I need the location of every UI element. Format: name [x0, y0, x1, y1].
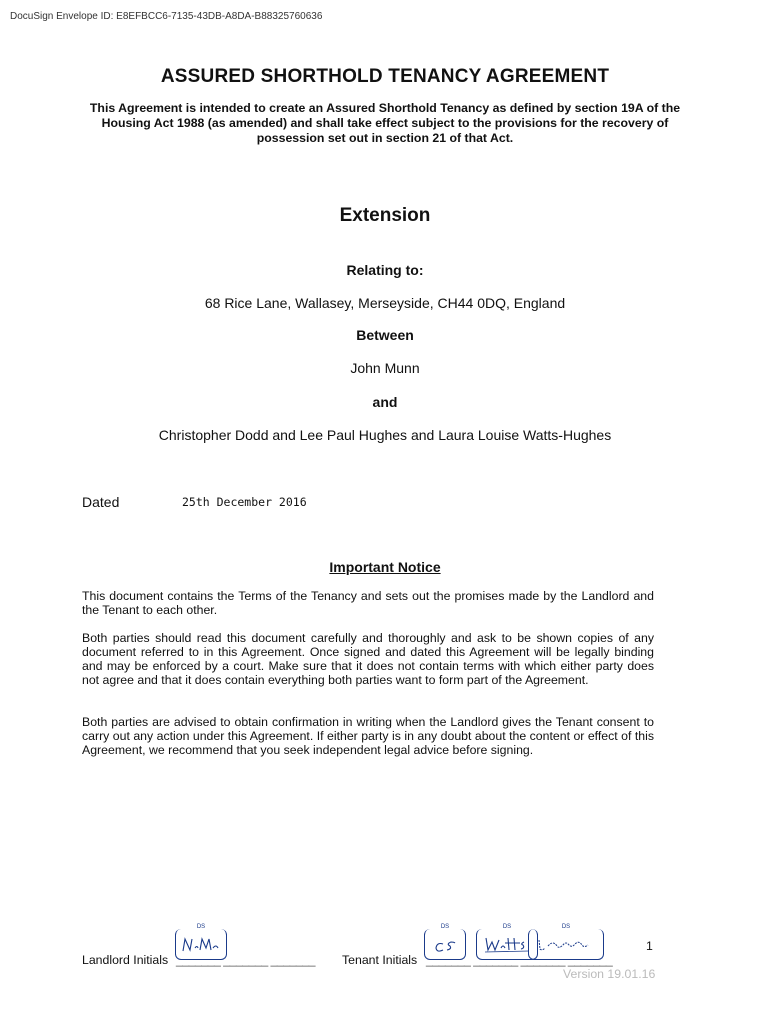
document-title: ASSURED SHORTHOLD TENANCY AGREEMENT	[160, 66, 610, 87]
landlord-initials-label: Landlord Initials	[82, 953, 169, 967]
tenant-names: Christopher Dodd and Lee Paul Hughes and Laura Louise Watts-Hughes	[158, 427, 612, 443]
version-label: Version 19.01.16	[563, 967, 656, 981]
notice-paragraph-2: Both parties should read this document carefully and thoroughly and ask to be shown copies of any document referred to in this Agreement. Once signed and dated this Agreement will be legally binding and may be enforced by a court. Make sure that it does not contain terms with which either party does not agree and that it does contain everything both parties want to form part of the Agreement.	[82, 631, 654, 687]
and-label: and	[372, 394, 398, 410]
property-address: 68 Rice Lane, Wallasey, Merseyside, CH44 0DQ, England	[204, 295, 566, 311]
docusign-tag: DS	[196, 924, 206, 930]
dated-label: Dated	[82, 494, 120, 510]
relating-to-label: Relating to:	[346, 262, 424, 278]
docusign-tag: DS	[440, 924, 450, 930]
important-notice-heading: Important Notice	[329, 559, 441, 575]
notice-paragraph-1: This document contains the Terms of the Tenancy and sets out the promises made by the Landlord and the Tenant to each other.	[82, 589, 654, 617]
document-type-heading: Extension	[339, 205, 431, 226]
docusign-tag: DS	[502, 924, 512, 930]
landlord-name: John Munn	[350, 360, 420, 376]
docusign-tag: DS	[561, 924, 571, 930]
landlord-initials-lines: _______ _______ _______	[176, 953, 315, 967]
docusign-envelope-id: DocuSign Envelope ID: E8EFBCC6-7135-43DB-A8DA-B88325760636	[10, 11, 323, 22]
tenant-initials-lines: _______ _______ _______ _______	[426, 953, 613, 967]
page-number: 1	[646, 939, 653, 953]
dated-value: 25th December 2016	[182, 495, 307, 509]
tenant-initials-label: Tenant Initials	[342, 953, 418, 967]
notice-paragraph-3: Both parties are advised to obtain confirmation in writing when the Landlord gives the Tenant consent to carry out any action under this Agreement. If either party is in any doubt about the content or effect of this Agreement, we recommend that you seek independent legal advice before signing.	[82, 715, 654, 757]
between-label: Between	[356, 327, 414, 343]
intro-statement: This Agreement is intended to create an Assured Shorthold Tenancy as defined by section 19A of the Housing Act 1988 (as amended) and shall take effect subject to the provisions for the recovery of possession set out in section 21 of that Act.	[89, 101, 681, 145]
